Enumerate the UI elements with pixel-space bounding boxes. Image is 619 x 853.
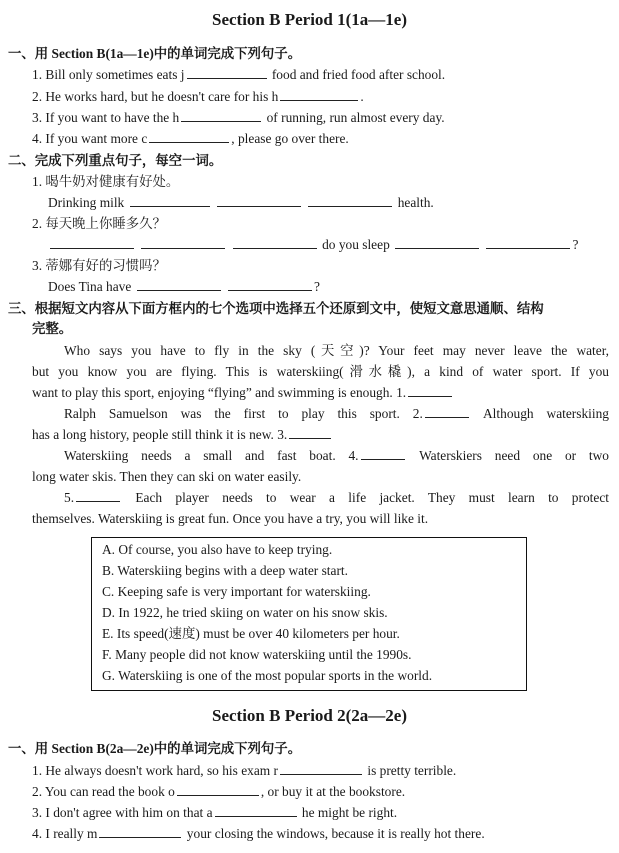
- answer-blank[interactable]: [486, 236, 570, 249]
- passage-line: but you know you are flying. This is waterskiing(滑水橇), a kind of water sport. If you: [32, 364, 609, 379]
- section-heading-4: 一、用 Section B(2a—2e)中的单词完成下列句子。: [8, 741, 302, 756]
- answer-blank[interactable]: [361, 447, 405, 460]
- option-item: E. Its speed(速度) must be over 40 kilometers per hour.: [102, 626, 400, 641]
- chinese-prompt: 1. 喝牛奶对健康有好处。: [32, 174, 180, 189]
- passage-line: Ralph Samuelson was the first to play this sport. 2. Although waterskiing: [64, 406, 610, 421]
- answer-blank[interactable]: [76, 489, 120, 502]
- option-item: G. Waterskiing is one of the most popular sports in the world.: [102, 668, 433, 683]
- chinese-prompt: 2. 每天晚上你睡多久？: [32, 216, 166, 231]
- answer-blank[interactable]: [217, 194, 301, 207]
- answer-blank[interactable]: [181, 109, 261, 122]
- passage-line: Who says you have to fly in the sky (天空)? Your feet may never leave the water,: [64, 343, 609, 358]
- passage-line: long water skis. Then they can ski on water easily.: [32, 469, 302, 484]
- question-item: 2. You can read the book o , or buy it at the bookstore.: [32, 784, 406, 799]
- passage-line: want to play this sport, enjoying “flying” and swimming is enough. 1.: [32, 384, 609, 402]
- page-title-2: Section B Period 2(2a—2e): [212, 706, 407, 725]
- option-item: B. Waterskiing begins with a deep water start.: [102, 563, 348, 578]
- answer-blank[interactable]: [50, 236, 134, 249]
- chinese-prompt: 3. 蒂娜有好的习惯吗？: [32, 258, 166, 273]
- question-item: 2. He works hard, but he doesn't care for his h .: [32, 89, 364, 104]
- question-item: 3. I don't agree with him on that a he might be right.: [32, 805, 398, 820]
- option-item: A. Of course, you also have to keep trying.: [102, 542, 333, 557]
- question-item: 4. I really m your closing the windows, because it is really hot there.: [32, 826, 485, 841]
- option-item: D. In 1922, he tried skiing on water on his snow skis.: [102, 605, 388, 620]
- question-item: 1. Bill only sometimes eats j food and fried food after school.: [32, 67, 446, 82]
- page-title: Section B Period 1(1a—1e): [212, 10, 407, 29]
- answer-blank[interactable]: [137, 278, 221, 291]
- question-item: Drinking milk health.: [48, 195, 434, 210]
- passage-line: 5. Each player needs to wear a life jacket. They must learn to protect: [64, 490, 609, 505]
- answer-blank[interactable]: [289, 426, 331, 439]
- answer-blank[interactable]: [408, 384, 452, 397]
- option-item: F. Many people did not know waterskiing until the 1990s.: [102, 647, 412, 662]
- passage-line: themselves. Waterskiing is great fun. Once you have a try, you will like it.: [32, 511, 429, 526]
- options-box: [91, 537, 527, 691]
- question-item: 4. If you want more c , please go over there.: [32, 131, 349, 146]
- answer-blank[interactable]: [308, 194, 392, 207]
- answer-blank[interactable]: [187, 66, 267, 79]
- section-heading-2: 二、完成下列重点句子，每空一词。: [8, 153, 223, 168]
- question-item: 1. He always doesn't work hard, so his exam r is pretty terrible.: [32, 763, 457, 778]
- answer-blank[interactable]: [233, 236, 317, 249]
- answer-blank[interactable]: [395, 236, 479, 249]
- answer-blank[interactable]: [280, 88, 358, 101]
- option-item: C. Keeping safe is very important for waterskiing.: [102, 584, 371, 599]
- answer-blank[interactable]: [425, 405, 469, 418]
- section-heading-3: 三、根据短文内容从下面方框内的七个选项中选择五个还原到文中，使短文意思通顺、结构: [8, 301, 544, 316]
- answer-blank[interactable]: [130, 194, 210, 207]
- answer-blank[interactable]: [228, 278, 312, 291]
- question-item: do you sleep ?: [48, 236, 619, 254]
- section-heading-1: 一、用 Section B(1a—1e)中的单词完成下列句子。: [8, 46, 302, 61]
- question-item: Does Tina have ?: [48, 279, 320, 294]
- passage-line: Waterskiing needs a small and fast boat. 4. Waterskiers need one or two: [64, 448, 609, 463]
- section-heading-3-cont: 完整。: [32, 321, 73, 336]
- answer-blank[interactable]: [141, 236, 225, 249]
- answer-blank[interactable]: [280, 762, 362, 775]
- answer-blank[interactable]: [149, 130, 229, 143]
- answer-blank[interactable]: [177, 783, 259, 796]
- answer-blank[interactable]: [215, 804, 297, 817]
- passage-line: has a long history, people still think it is new. 3.: [32, 426, 609, 444]
- question-item: 3. If you want to have the h of running, run almost every day.: [32, 110, 445, 125]
- answer-blank[interactable]: [99, 825, 181, 838]
